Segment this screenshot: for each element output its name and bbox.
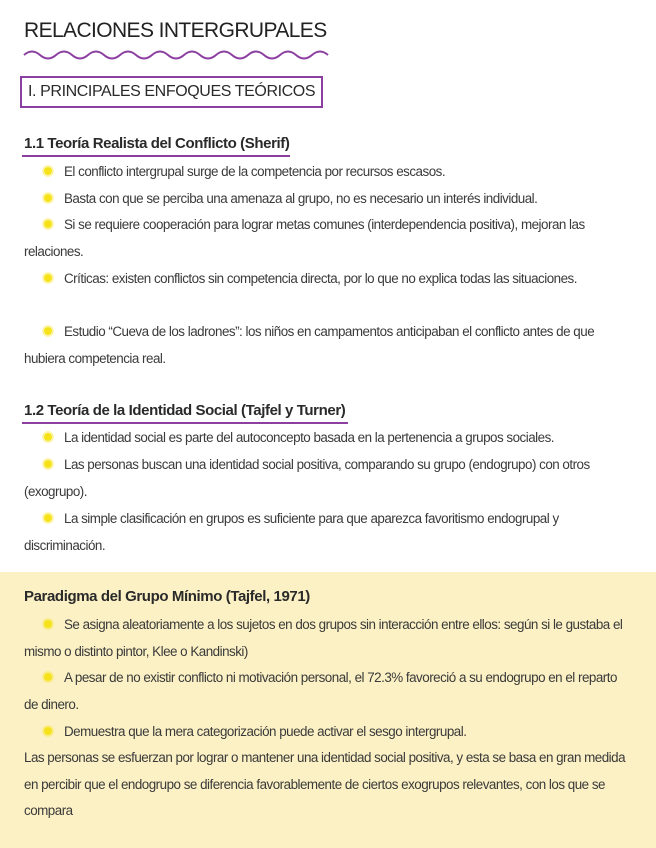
bullet-icon	[44, 194, 52, 202]
subheading-underline	[22, 422, 348, 424]
bullet-icon	[44, 167, 52, 175]
subheading-realistic-conflict: 1.1 Teoría Realista del Conflicto (Sherif)	[24, 135, 290, 152]
section-heading-box: I. PRINCIPALES ENFOQUES TEÓRICOS	[20, 76, 323, 108]
subheading-underline	[22, 155, 290, 157]
subheading-social-identity: 1.2 Teoría de la Identidad Social (Tajfel y Turner)	[24, 402, 346, 419]
list-item: La simple clasificación en grupos es suficiente para que aparezca favoritismo endogrupal y discriminación.	[24, 511, 559, 553]
bullet-icon	[44, 620, 52, 628]
title-squiggle-underline	[22, 46, 332, 62]
list-item: La identidad social es parte del autoconcepto basada en la pertenencia a grupos sociales.	[24, 425, 630, 452]
list-item: Demuestra que la mera categorización puede activar el sesgo intergrupal.	[24, 719, 630, 746]
bullet-icon	[44, 460, 52, 468]
box-heading: Paradigma del Grupo Mínimo (Tajfel, 1971)	[24, 588, 310, 605]
list-item: Las personas buscan una identidad social positiva, comparando su grupo (endogrupo) con otros (exogrupo).	[24, 457, 590, 499]
bullet-icon	[44, 220, 52, 228]
list-item: Críticas: existen conflictos sin competencia directa, por lo que no explica todas las situaciones.	[24, 266, 630, 293]
bullet-icon	[44, 433, 52, 441]
page-title: RELACIONES INTERGRUPALES	[24, 19, 327, 42]
list-item: Se asigna aleatoriamente a los sujetos en dos grupos sin interacción entre ellos: según si le gustaba el mismo o distinto pintor, Klee o Kandinski)	[24, 617, 623, 659]
bullet-icon	[44, 727, 52, 735]
list-item: Basta con que se perciba una amenaza al grupo, no es necesario un interés individual.	[24, 186, 630, 213]
bullet-icon	[44, 514, 52, 522]
list-item: Si se requiere cooperación para lograr metas comunes (interdependencia positiva), mejoran las relaciones.	[24, 217, 585, 259]
bullet-icon	[44, 274, 52, 282]
bullet-icon	[44, 673, 52, 681]
list-item: Estudio “Cueva de los ladrones”: los niños en campamentos anticipaban el conflicto antes de que hubiera competencia real.	[24, 324, 595, 366]
list-item: A pesar de no existir conflicto ni motivación personal, el 72.3% favoreció a su endogrupo en el reparto de dinero.	[24, 670, 617, 712]
bullet-icon	[44, 327, 52, 335]
box-closing-paragraph: Las personas se esfuerzan por lograr o mantener una identidad social positiva, y esta se basa en gran medida en percibir que el endogrupo se diferencia favorablemente de ciertos exogrupos relevantes, con los que se compara	[24, 750, 626, 819]
list-item: El conflicto intergrupal surge de la competencia por recursos escasos.	[24, 159, 630, 186]
